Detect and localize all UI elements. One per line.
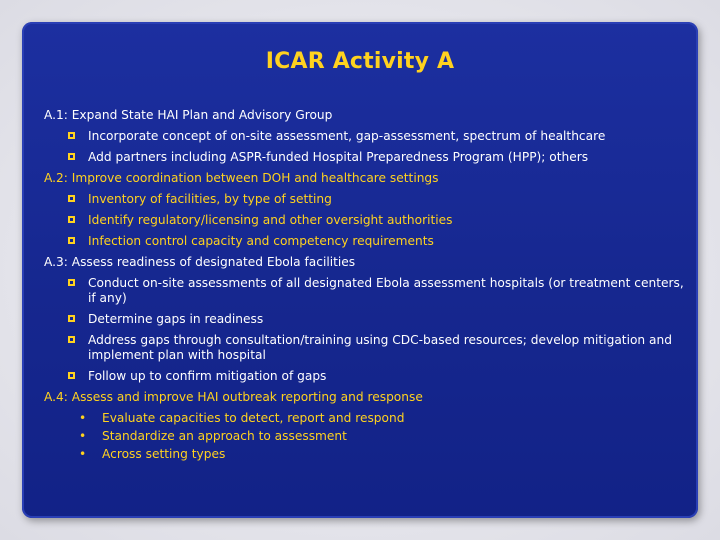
list-item bbox=[44, 312, 684, 327]
checkbox-bullet-icon bbox=[68, 279, 75, 286]
list-item-text: Identify regulatory/licensing and other oversight authorities bbox=[88, 213, 453, 227]
list-item bbox=[44, 369, 684, 384]
bullet-dot-icon: • bbox=[79, 411, 87, 425]
list-item-text: Evaluate capacities to detect, report and respond bbox=[102, 411, 405, 425]
list-item bbox=[44, 234, 684, 249]
bullet-dot-icon: • bbox=[79, 447, 87, 461]
section-heading-a3: A.3: Assess readiness of designated Ebola facilities bbox=[44, 255, 356, 269]
checkbox-bullet-icon bbox=[68, 153, 75, 160]
bullet-dot-icon: • bbox=[79, 429, 87, 443]
section-heading-a2: A.2: Improve coordination between DOH and healthcare settings bbox=[44, 171, 439, 185]
list-item-text: Conduct on-site assessments of all designated Ebola assessment hospitals (or treatment centers, if any) bbox=[88, 276, 684, 305]
list-item bbox=[44, 276, 684, 306]
list-item bbox=[44, 411, 684, 426]
list-item-text: Address gaps through consultation/training using CDC-based resources; develop mitigation and implement plan with hospital bbox=[88, 333, 672, 362]
list-item bbox=[44, 333, 684, 363]
list-item-text: Follow up to confirm mitigation of gaps bbox=[88, 369, 327, 383]
list-item-text: Determine gaps in readiness bbox=[88, 312, 264, 326]
list-item bbox=[44, 429, 684, 444]
list-item bbox=[44, 129, 684, 144]
checkbox-bullet-icon bbox=[68, 216, 75, 223]
list-item bbox=[44, 192, 684, 207]
list-item-text: Across setting types bbox=[102, 447, 226, 461]
checkbox-bullet-icon bbox=[68, 237, 75, 244]
checkbox-bullet-icon bbox=[68, 195, 75, 202]
checkbox-bullet-icon bbox=[68, 132, 75, 139]
list-item-text: Infection control capacity and competency requirements bbox=[88, 234, 434, 248]
section-heading-a4: A.4: Assess and improve HAI outbreak reporting and response bbox=[44, 390, 423, 404]
list-item-text: Add partners including ASPR-funded Hospital Preparedness Program (HPP); others bbox=[88, 150, 589, 164]
checkbox-bullet-icon bbox=[68, 315, 75, 322]
list-item-text: Standardize an approach to assessment bbox=[102, 429, 347, 443]
section-heading-a1: A.1: Expand State HAI Plan and Advisory Group bbox=[44, 108, 333, 122]
slide-content bbox=[44, 108, 684, 465]
checkbox-bullet-icon bbox=[68, 372, 75, 379]
list-item-text: Incorporate concept of on-site assessment, gap-assessment, spectrum of healthcare bbox=[88, 129, 606, 143]
list-item bbox=[44, 447, 684, 462]
list-item-text: Inventory of facilities, by type of setting bbox=[88, 192, 332, 206]
list-item bbox=[44, 150, 684, 165]
list-item bbox=[44, 213, 684, 228]
slide-title: ICAR Activity A bbox=[265, 49, 455, 74]
checkbox-bullet-icon bbox=[68, 336, 75, 343]
